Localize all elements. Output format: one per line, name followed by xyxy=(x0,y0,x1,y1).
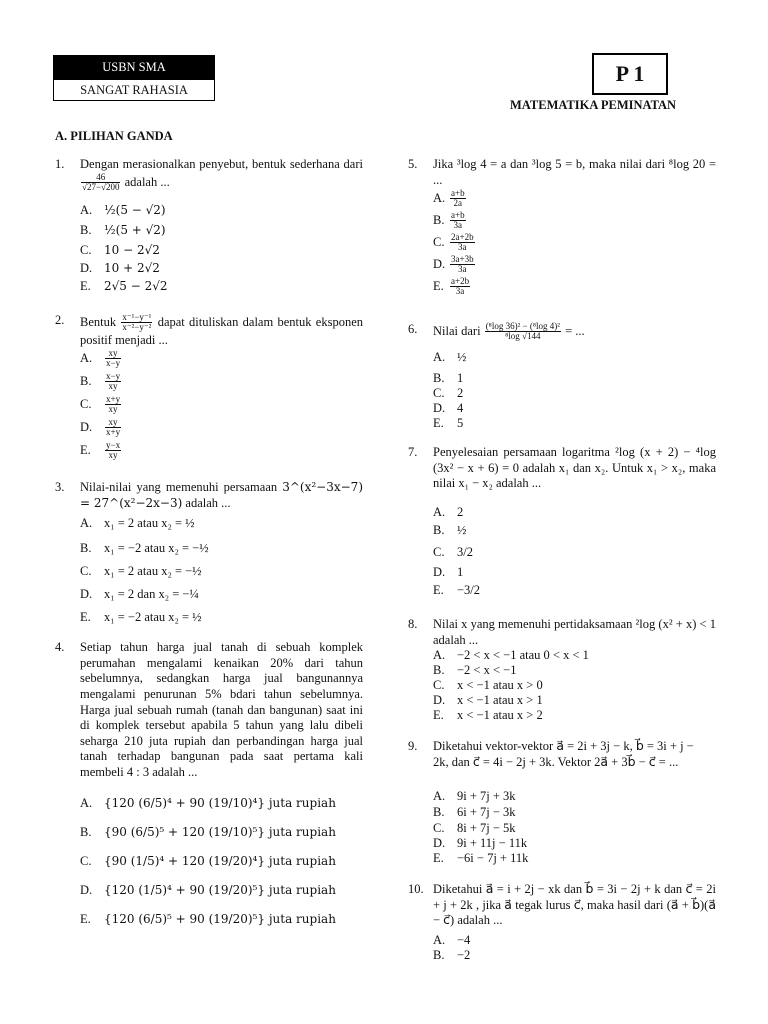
question-number: 6. xyxy=(408,322,418,336)
option-e[interactable]: E. 5 xyxy=(433,416,464,430)
option-e[interactable]: E. −6i − 7j + 11k xyxy=(433,851,529,865)
secrecy-label: SANGAT RAHASIA xyxy=(53,79,215,101)
question-number: 2. xyxy=(55,313,65,327)
option-d[interactable]: D. x < −1 atau x > 1 xyxy=(433,693,543,707)
question-number: 5. xyxy=(408,157,418,171)
option-d[interactable]: D. 10 + 2√2 xyxy=(80,261,160,275)
option-b[interactable]: B. x₁ = −2 atau x₂ = −½ xyxy=(80,541,209,555)
option-c[interactable]: C. x₁ = 2 atau x₂ = −½ xyxy=(80,564,202,578)
option-c[interactable]: C. 8i + 7j − 5k xyxy=(433,821,516,835)
option-e[interactable]: E. −3/2 xyxy=(433,583,481,597)
option-b[interactable]: B. $\frac{x-y}{xy}$ xyxy=(80,371,121,392)
question-number: 10. xyxy=(408,882,424,896)
option-b[interactable]: B. ½(5 + √2) xyxy=(80,223,166,237)
question-number: 8. xyxy=(408,617,418,631)
option-c[interactable]: C. $\frac{x+y}{xy}$ xyxy=(80,394,121,415)
option-b[interactable]: B. −2 < x < −1 xyxy=(433,663,517,677)
option-a[interactable]: A. $\frac{xy}{x-y}$ xyxy=(80,348,121,369)
option-d[interactable]: D. 1 xyxy=(433,565,464,579)
subject-title: MATEMATIKA PEMINATAN xyxy=(510,98,677,112)
option-d[interactable]: D. $\frac{xy}{x+y}$ xyxy=(80,417,121,438)
section-title: A. PILIHAN GANDA xyxy=(55,129,173,143)
equation: 3^(x²−3x−7) = 27^(x²−2x−3) xyxy=(80,480,363,510)
question-number: 1. xyxy=(55,157,65,171)
question-number: 4. xyxy=(55,640,65,654)
option-a[interactable]: A. 2 xyxy=(433,505,464,519)
option-b[interactable]: B. 6i + 7j − 3k xyxy=(433,805,516,819)
option-b[interactable]: B. {90 (6/5)⁵ + 120 (19/10)⁵} juta rupiah xyxy=(80,825,336,839)
option-a[interactable]: A. −2 < x < −1 atau 0 < x < 1 xyxy=(433,648,589,662)
option-c[interactable]: C. 2 xyxy=(433,386,464,400)
option-b[interactable]: B. ½ xyxy=(433,523,467,537)
fraction: $\frac{\text{(⁸log 36)² − (⁸log 4)²}}{\text{⁸log √144}}$ xyxy=(485,321,560,342)
option-e[interactable]: E. x₁ = −2 atau x₂ = ½ xyxy=(80,610,202,624)
option-b[interactable]: B. $\frac{a+b}{3a}$ xyxy=(433,210,465,231)
option-c[interactable]: C. {90 (1/5)⁴ + 120 (19/20)⁴} juta rupiah xyxy=(80,854,336,868)
option-d[interactable]: D. $\frac{3a+3b}{3a}$ xyxy=(433,254,474,275)
option-c[interactable]: C. 3/2 xyxy=(433,545,473,559)
option-d[interactable]: D. 4 xyxy=(433,401,464,415)
option-c[interactable]: C. x < −1 atau x > 0 xyxy=(433,678,543,692)
option-e[interactable]: E. 2√5 − 2√2 xyxy=(80,279,168,293)
option-a[interactable]: A. ½ xyxy=(433,350,467,364)
question-number: 7. xyxy=(408,445,418,459)
option-d[interactable]: D. {120 (1/5)⁴ + 90 (19/20)⁵} juta rupiah xyxy=(80,883,336,897)
option-c[interactable]: C. $\frac{2a+2b}{3a}$ xyxy=(433,232,474,253)
option-e[interactable]: E. x < −1 atau x > 2 xyxy=(433,708,543,722)
option-b[interactable]: B. −2 xyxy=(433,948,471,962)
exam-label: USBN SMA xyxy=(53,55,215,79)
option-c[interactable]: C. 10 − 2√2 xyxy=(80,243,160,257)
option-b[interactable]: B. 1 xyxy=(433,371,464,385)
option-e[interactable]: E. $\frac{a+2b}{3a}$ xyxy=(433,276,470,297)
option-a[interactable]: A. {120 (6/5)⁴ + 90 (19/10)⁴} juta rupiah xyxy=(80,796,336,810)
option-a[interactable]: A. $\frac{a+b}{2a}$ xyxy=(433,188,465,209)
option-a[interactable]: A. x₁ = 2 atau x₂ = ½ xyxy=(80,516,195,530)
option-d[interactable]: D. 9i + 11j − 11k xyxy=(433,836,528,850)
option-a[interactable]: A. −4 xyxy=(433,933,471,947)
paper-code: P 1 xyxy=(592,53,668,95)
fraction: $\frac{\text{x⁻¹−y⁻¹}}{\text{x⁻²−y⁻²}}$ xyxy=(122,312,152,333)
option-d[interactable]: D. x₁ = 2 dan x₂ = −¼ xyxy=(80,587,199,601)
option-a[interactable]: A. 9i + 7j + 3k xyxy=(433,789,516,803)
question-number: 3. xyxy=(55,480,65,494)
question-number: 9. xyxy=(408,739,418,753)
fraction: $\frac{46}{√27-√200}$ xyxy=(82,171,120,193)
option-a[interactable]: A. ½(5 − √2) xyxy=(80,203,166,217)
option-e[interactable]: E. {120 (6/5)⁵ + 90 (19/20)⁵} juta rupiah xyxy=(80,912,336,926)
option-e[interactable]: E. $\frac{y-x}{xy}$ xyxy=(80,440,121,461)
